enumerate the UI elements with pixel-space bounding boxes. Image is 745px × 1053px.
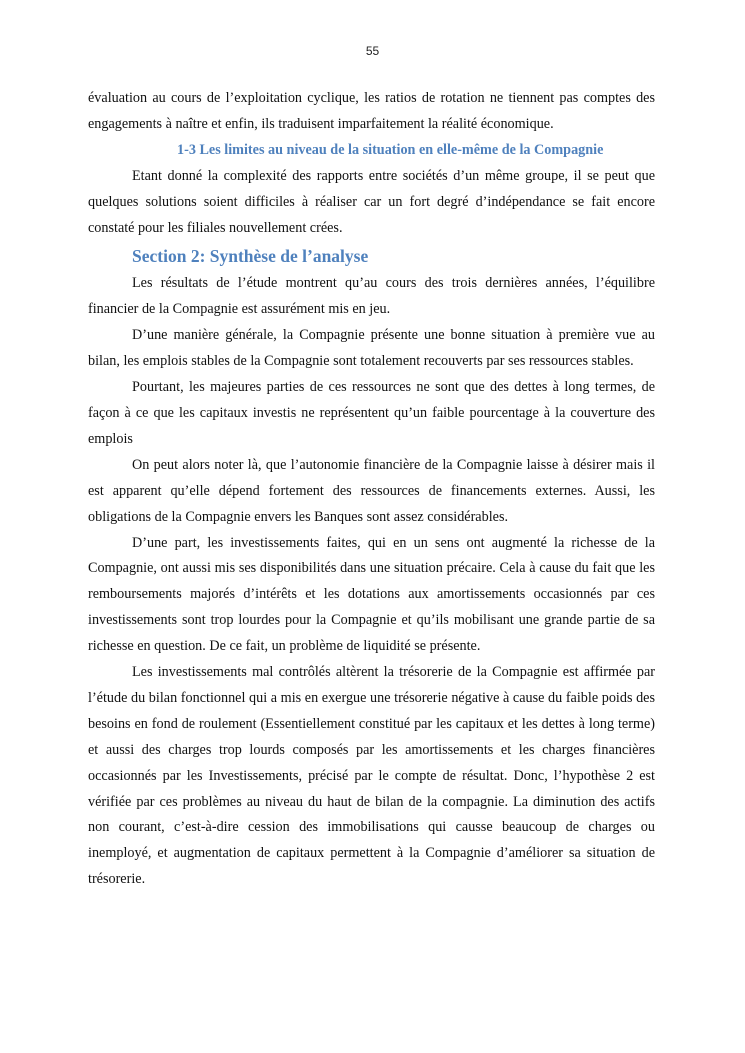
- paragraph-investments: D’une part, les investissements faites, qui en un sens ont augmenté la richesse de la Compagnie, ont aussi mis ses disponibilités dans une situation précaire. Cela à cause du fait que les remboursements majorés d’intérêts et les dotations aux amortissements occasionnés par ces investissements sont trop lourdes pour la Compagnie et qu’ils mobilisant une grande partie de sa richesse en question. De ce fait, un problème de liquidité se présente.: [88, 534, 655, 655]
- intro-paragraph: évaluation au cours de l’exploitation cyclique, les ratios de rotation ne tiennent pas comptes des engagements à naître et enfin, ils traduisent imparfaitement la réalité économique.: [88, 90, 655, 132]
- paragraph-autonomy: On peut alors noter là, que l’autonomie financière de la Compagnie laisse à désirer mais il est apparent qu’elle dépend fortement des ressources de financements externes. Aussi, les obligations de la Compagnie envers les Banques sont assez considérables.: [88, 456, 655, 525]
- paragraph-treasury: Les investissements mal contrôlés altèrent la trésorerie de la Compagnie est affirmée par l’étude du bilan fonctionnel qui a mis en exergue une trésorerie négative à cause du faible poids des besoins en fond de roulement (Essentiellement constitué par les capitaux et les dettes à long terme) et aussi des charges trop lourds composés par les amortissements et les charges financières occasionnés par les Investissements, précisé par le compte de résultat. Donc, l’hypothèse 2 est vérifiée par ces problèmes au niveau du haut de bilan de la compagnie. La diminution des actifs non courant, c’est-à-dire cession des immobilisations qui causse beaucoup de charges ou inemployé, et augmentation de capitaux permettent à la Compagnie d’améliorer sa situation de trésorerie.: [88, 664, 655, 888]
- subheading-limits: 1-3 Les limites au niveau de la situation en elle-même de la Compagnie: [177, 141, 604, 158]
- section-heading: Section 2: Synthèse de l’analyse: [132, 246, 369, 267]
- subheading-paragraph: Etant donné la complexité des rapports entre sociétés d’un même groupe, il se peut que quelques solutions soient difficiles à réaliser car un fort degré d’indépendance se fait encore constaté pour les filiales nouvellement crées.: [88, 167, 655, 236]
- paragraph-results: Les résultats de l’étude montrent qu’au cours des trois dernières années, l’équilibre financier de la Compagnie est assurément mis en jeu.: [88, 275, 655, 318]
- paragraph-general-situation: D’une manière générale, la Compagnie présente une bonne situation à première vue au bilan, les emplois stables de la Compagnie sont totalement recouverts par ses ressources stables.: [88, 327, 655, 370]
- document-body: [88, 86, 655, 893]
- paragraph-resources: Pourtant, les majeures parties de ces ressources ne sont que des dettes à long termes, de façon à ce que les capitaux investis ne représentent qu’un faible pourcentage à la couverture des emplois: [88, 379, 655, 447]
- page-number: 55: [365, 44, 380, 58]
